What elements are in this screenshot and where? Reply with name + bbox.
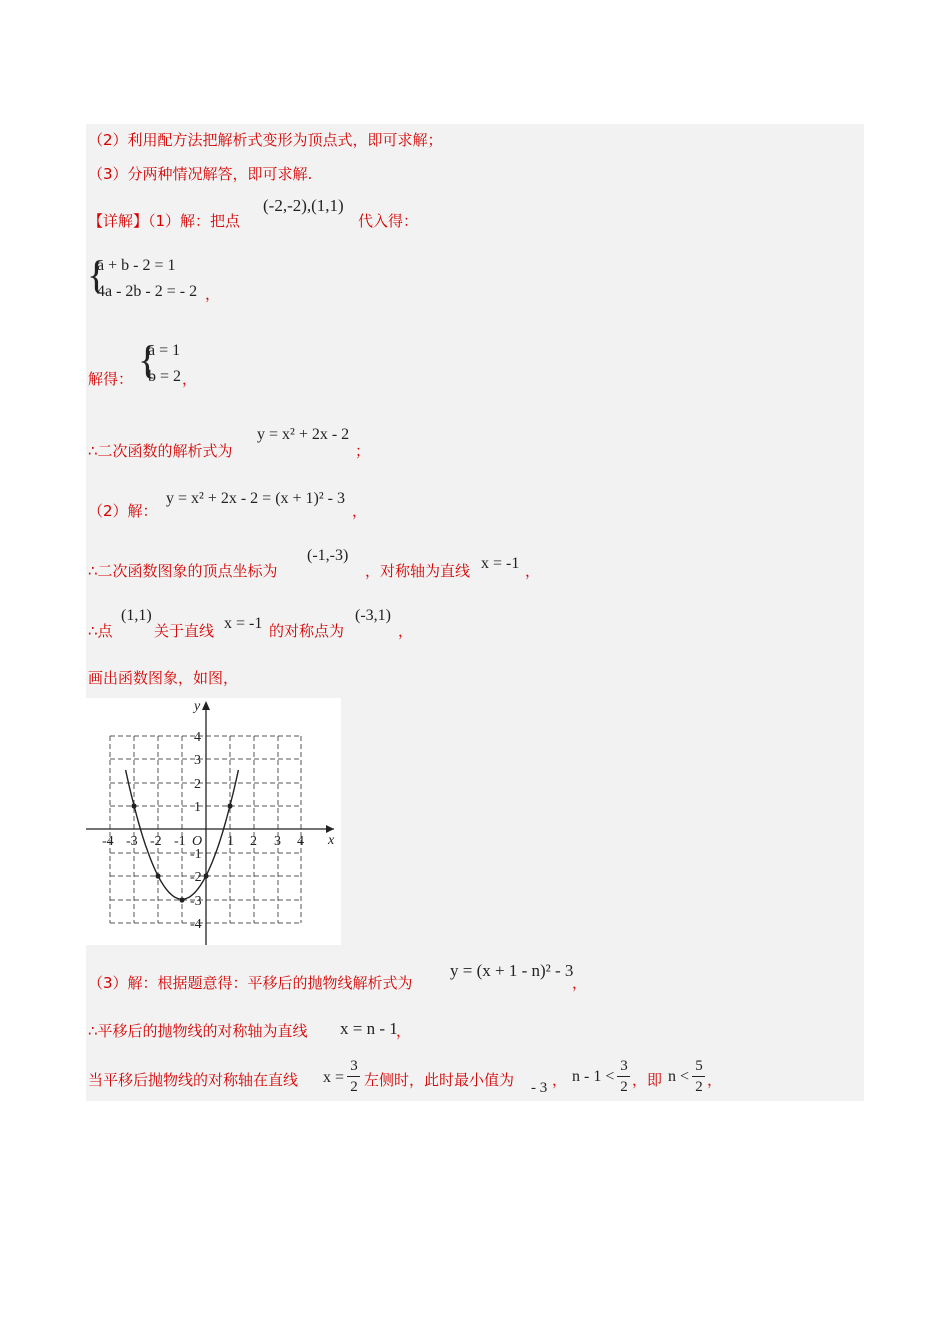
point-minus1-minus3 bbox=[179, 897, 184, 902]
p2-label: （2）解： bbox=[88, 502, 158, 520]
point-minus2-minus2 bbox=[155, 873, 160, 878]
solve-label: 解得： bbox=[88, 370, 134, 388]
y-tick: 2 bbox=[194, 777, 201, 792]
x-tick: 1 bbox=[227, 834, 234, 849]
p3-ineq: n - 1 < bbox=[572, 1068, 615, 1085]
comma-3: ， bbox=[352, 502, 368, 520]
frac-den-2: 2 bbox=[620, 1079, 628, 1095]
comma-7: ， bbox=[396, 1022, 412, 1040]
y-tick: 1 bbox=[194, 800, 201, 815]
sym-label-b: 关于直线 bbox=[154, 622, 215, 640]
expr-math: y = x² + 2x - 2 bbox=[257, 426, 350, 443]
p3-last-x: x = bbox=[323, 1069, 345, 1086]
detail-line bbox=[88, 211, 240, 231]
y-label: y bbox=[194, 699, 201, 714]
system2-brace: { bbox=[138, 337, 158, 382]
x-tick: -1 bbox=[174, 834, 186, 849]
expr-label: ∴二次函数的解析式为 bbox=[88, 442, 233, 460]
x-tick: -2 bbox=[150, 834, 162, 849]
detail-tail: 代入得： bbox=[358, 212, 419, 230]
x-label: x bbox=[328, 833, 335, 848]
hint-3: （3）分两种情况解答，即可求解. bbox=[88, 165, 313, 183]
function-graph bbox=[86, 698, 341, 945]
x-tick: -4 bbox=[102, 834, 114, 849]
detail-points: (-2,-2),(1,1) bbox=[263, 196, 344, 215]
y-tick: -3 bbox=[190, 894, 202, 909]
x-tick: 2 bbox=[250, 834, 257, 849]
y-tick: 3 bbox=[194, 753, 201, 768]
graph-svg bbox=[86, 698, 341, 945]
axis-math: x = -1 bbox=[481, 555, 520, 572]
detail-tag: 【详解】 bbox=[88, 212, 149, 230]
comma-9: ， bbox=[707, 1071, 723, 1089]
x-tick: 4 bbox=[297, 834, 304, 849]
frac2-den: 2 bbox=[695, 1079, 703, 1095]
p3-axis-label: ∴平移后的抛物线的对称轴为直线 bbox=[88, 1022, 308, 1040]
frac2-num: 5 bbox=[695, 1058, 703, 1074]
p2-math: y = x² + 2x - 2 = (x + 1)² - 3 bbox=[166, 490, 345, 507]
frac-den: 2 bbox=[350, 1079, 358, 1095]
sym-result: (-3,1) bbox=[355, 607, 391, 624]
comma-4: ， bbox=[525, 562, 541, 580]
system1-eq1: a + b - 2 = 1 bbox=[97, 257, 176, 274]
draw-label: 画出函数图象，如图， bbox=[88, 669, 239, 687]
system2-eq1: a = 1 bbox=[148, 342, 181, 359]
system2-eq2: b = 2 bbox=[148, 368, 182, 385]
frac-num-2: 3 bbox=[620, 1058, 628, 1074]
comma-2: ， bbox=[182, 370, 198, 388]
p3-last-a: 当平移后抛物线的对称轴在直线 bbox=[88, 1071, 299, 1089]
vertex-math: (-1,-3) bbox=[307, 547, 349, 564]
p3-axis-math: x = n - 1 bbox=[340, 1019, 398, 1038]
x-tick: -3 bbox=[126, 834, 138, 849]
system-brace: { bbox=[87, 252, 107, 297]
y-arrow-icon bbox=[202, 701, 210, 710]
comma-8: ， bbox=[552, 1071, 568, 1089]
x-tick: 3 bbox=[274, 834, 281, 849]
p3-last-b: 左侧时，此时最小值为 bbox=[364, 1071, 515, 1089]
sym-label-a: ∴点 bbox=[88, 622, 113, 640]
comma-5: ， bbox=[398, 622, 414, 640]
x-arrow-icon bbox=[326, 825, 334, 833]
sym-line: x = -1 bbox=[224, 615, 263, 632]
comma: ， bbox=[205, 285, 221, 303]
p3-last-min: - 3 bbox=[531, 1080, 548, 1096]
vertex-label: ∴二次函数图象的顶点坐标为 bbox=[88, 562, 278, 580]
sym-label-c: 的对称点为 bbox=[269, 622, 345, 640]
y-tick: -4 bbox=[190, 917, 202, 932]
axis-label: ，对称轴为直线 bbox=[365, 562, 471, 580]
comma-6: ， bbox=[572, 974, 588, 992]
hint-2: （2）利用配方法把解析式变形为顶点式，即可求解； bbox=[88, 131, 443, 149]
system1-eq2: 4a - 2b - 2 = - 2 bbox=[97, 283, 198, 300]
p3-last-c: ，即 bbox=[632, 1071, 663, 1089]
semi: ； bbox=[355, 442, 371, 460]
axes bbox=[86, 704, 334, 945]
point-0-minus2 bbox=[203, 873, 208, 878]
y-tick: 4 bbox=[194, 730, 201, 745]
p3-label: （3）解：根据题意得：平移后的抛物线解析式为 bbox=[88, 974, 413, 992]
y-tick: -2 bbox=[190, 870, 202, 885]
point-minus3-1 bbox=[131, 803, 136, 808]
p3-n: n < bbox=[668, 1068, 690, 1085]
p3-math: y = (x + 1 - n)² - 3 bbox=[450, 961, 574, 980]
solution-panel bbox=[86, 124, 864, 1101]
point-1-1 bbox=[227, 803, 232, 808]
origin-label: O bbox=[192, 834, 203, 849]
y-tick: -1 bbox=[190, 847, 202, 862]
sym-point: (1,1) bbox=[121, 607, 152, 624]
frac-num: 3 bbox=[350, 1058, 358, 1074]
detail-text: （1）解：把点 bbox=[148, 212, 241, 230]
